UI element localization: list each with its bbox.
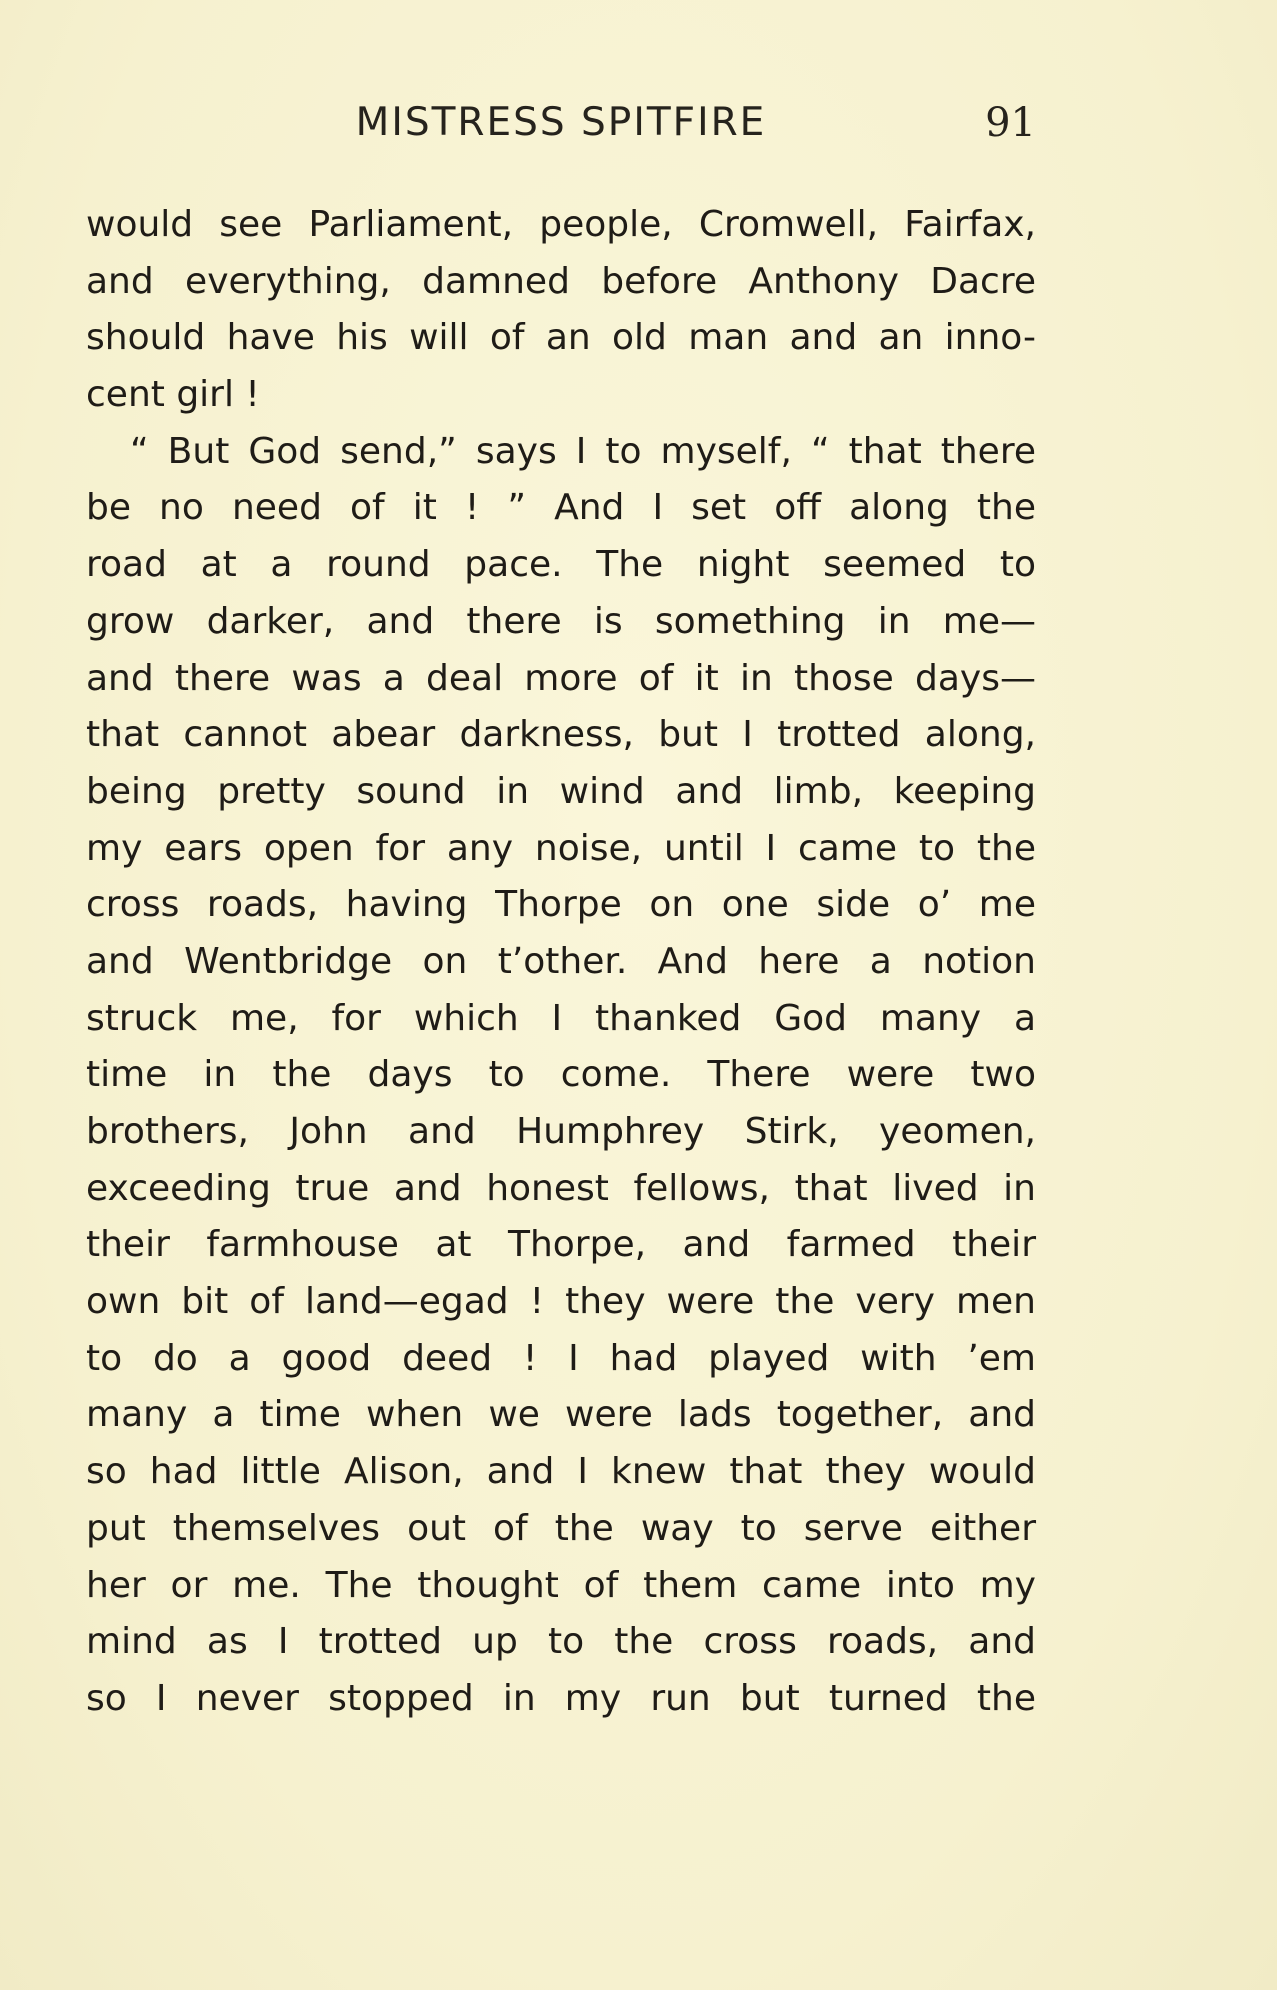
text-line: brothers, John and Humphrey Stirk, yeomen, — [86, 1111, 1036, 1152]
text-line: my ears open for any noise, until I came to the — [86, 827, 1036, 869]
body-text — [86, 197, 1036, 1728]
text-line: cross roads, having Thorpe on one side o’ me — [86, 884, 1036, 926]
text-line: grow darker, and there is something in me— — [86, 600, 1036, 642]
text-line: and there was a deal more of it in those days— — [86, 657, 1036, 699]
text-line: to do a good deed ! I had played with ’em — [86, 1337, 1036, 1379]
text-line: her or me. The thought of them came into my — [86, 1564, 1036, 1606]
text-line: so I never stopped in my run but turned the — [86, 1677, 1036, 1719]
text-line: many a time when we were lads together, and — [86, 1394, 1036, 1436]
page-number: 91 — [985, 100, 1036, 146]
text-line: should have his will of an old man and an inno- — [86, 317, 1036, 359]
text-line: be no need of it ! ” And I set off along the — [86, 487, 1036, 529]
text-line: exceeding true and honest fellows, that lived in — [86, 1167, 1036, 1209]
running-title: MISTRESS SPITFIRE — [355, 100, 767, 145]
text-line: “ But God send,” says I to myself, “ that there — [130, 430, 1036, 472]
text-line: that cannot abear darkness, but I trotted along, — [86, 714, 1036, 756]
text-line: put themselves out of the way to serve either — [86, 1507, 1036, 1549]
text-line: struck me, for which I thanked God many a — [86, 997, 1036, 1039]
text-line: their farmhouse at Thorpe, and farmed their — [86, 1224, 1036, 1266]
text-line: road at a round pace. The night seemed to — [86, 544, 1036, 586]
text-line: time in the days to come. There were two — [86, 1054, 1036, 1096]
text-line: being pretty sound in wind and limb, keeping — [86, 770, 1036, 812]
running-head — [86, 100, 1036, 160]
text-line: cent girl ! — [86, 374, 260, 416]
text-line: would see Parliament, people, Cromwell, Fairfax, — [86, 204, 1036, 245]
text-line: so had little Alison, and I knew that they would — [86, 1451, 1036, 1493]
text-line: and Wentbridge on t’other. And here a notion — [86, 940, 1036, 982]
text-line: and everything, damned before Anthony Dacre — [86, 260, 1036, 302]
text-line: mind as I trotted up to the cross roads, and — [86, 1621, 1036, 1663]
text-line: own bit of land—egad ! they were the very men — [86, 1281, 1036, 1323]
